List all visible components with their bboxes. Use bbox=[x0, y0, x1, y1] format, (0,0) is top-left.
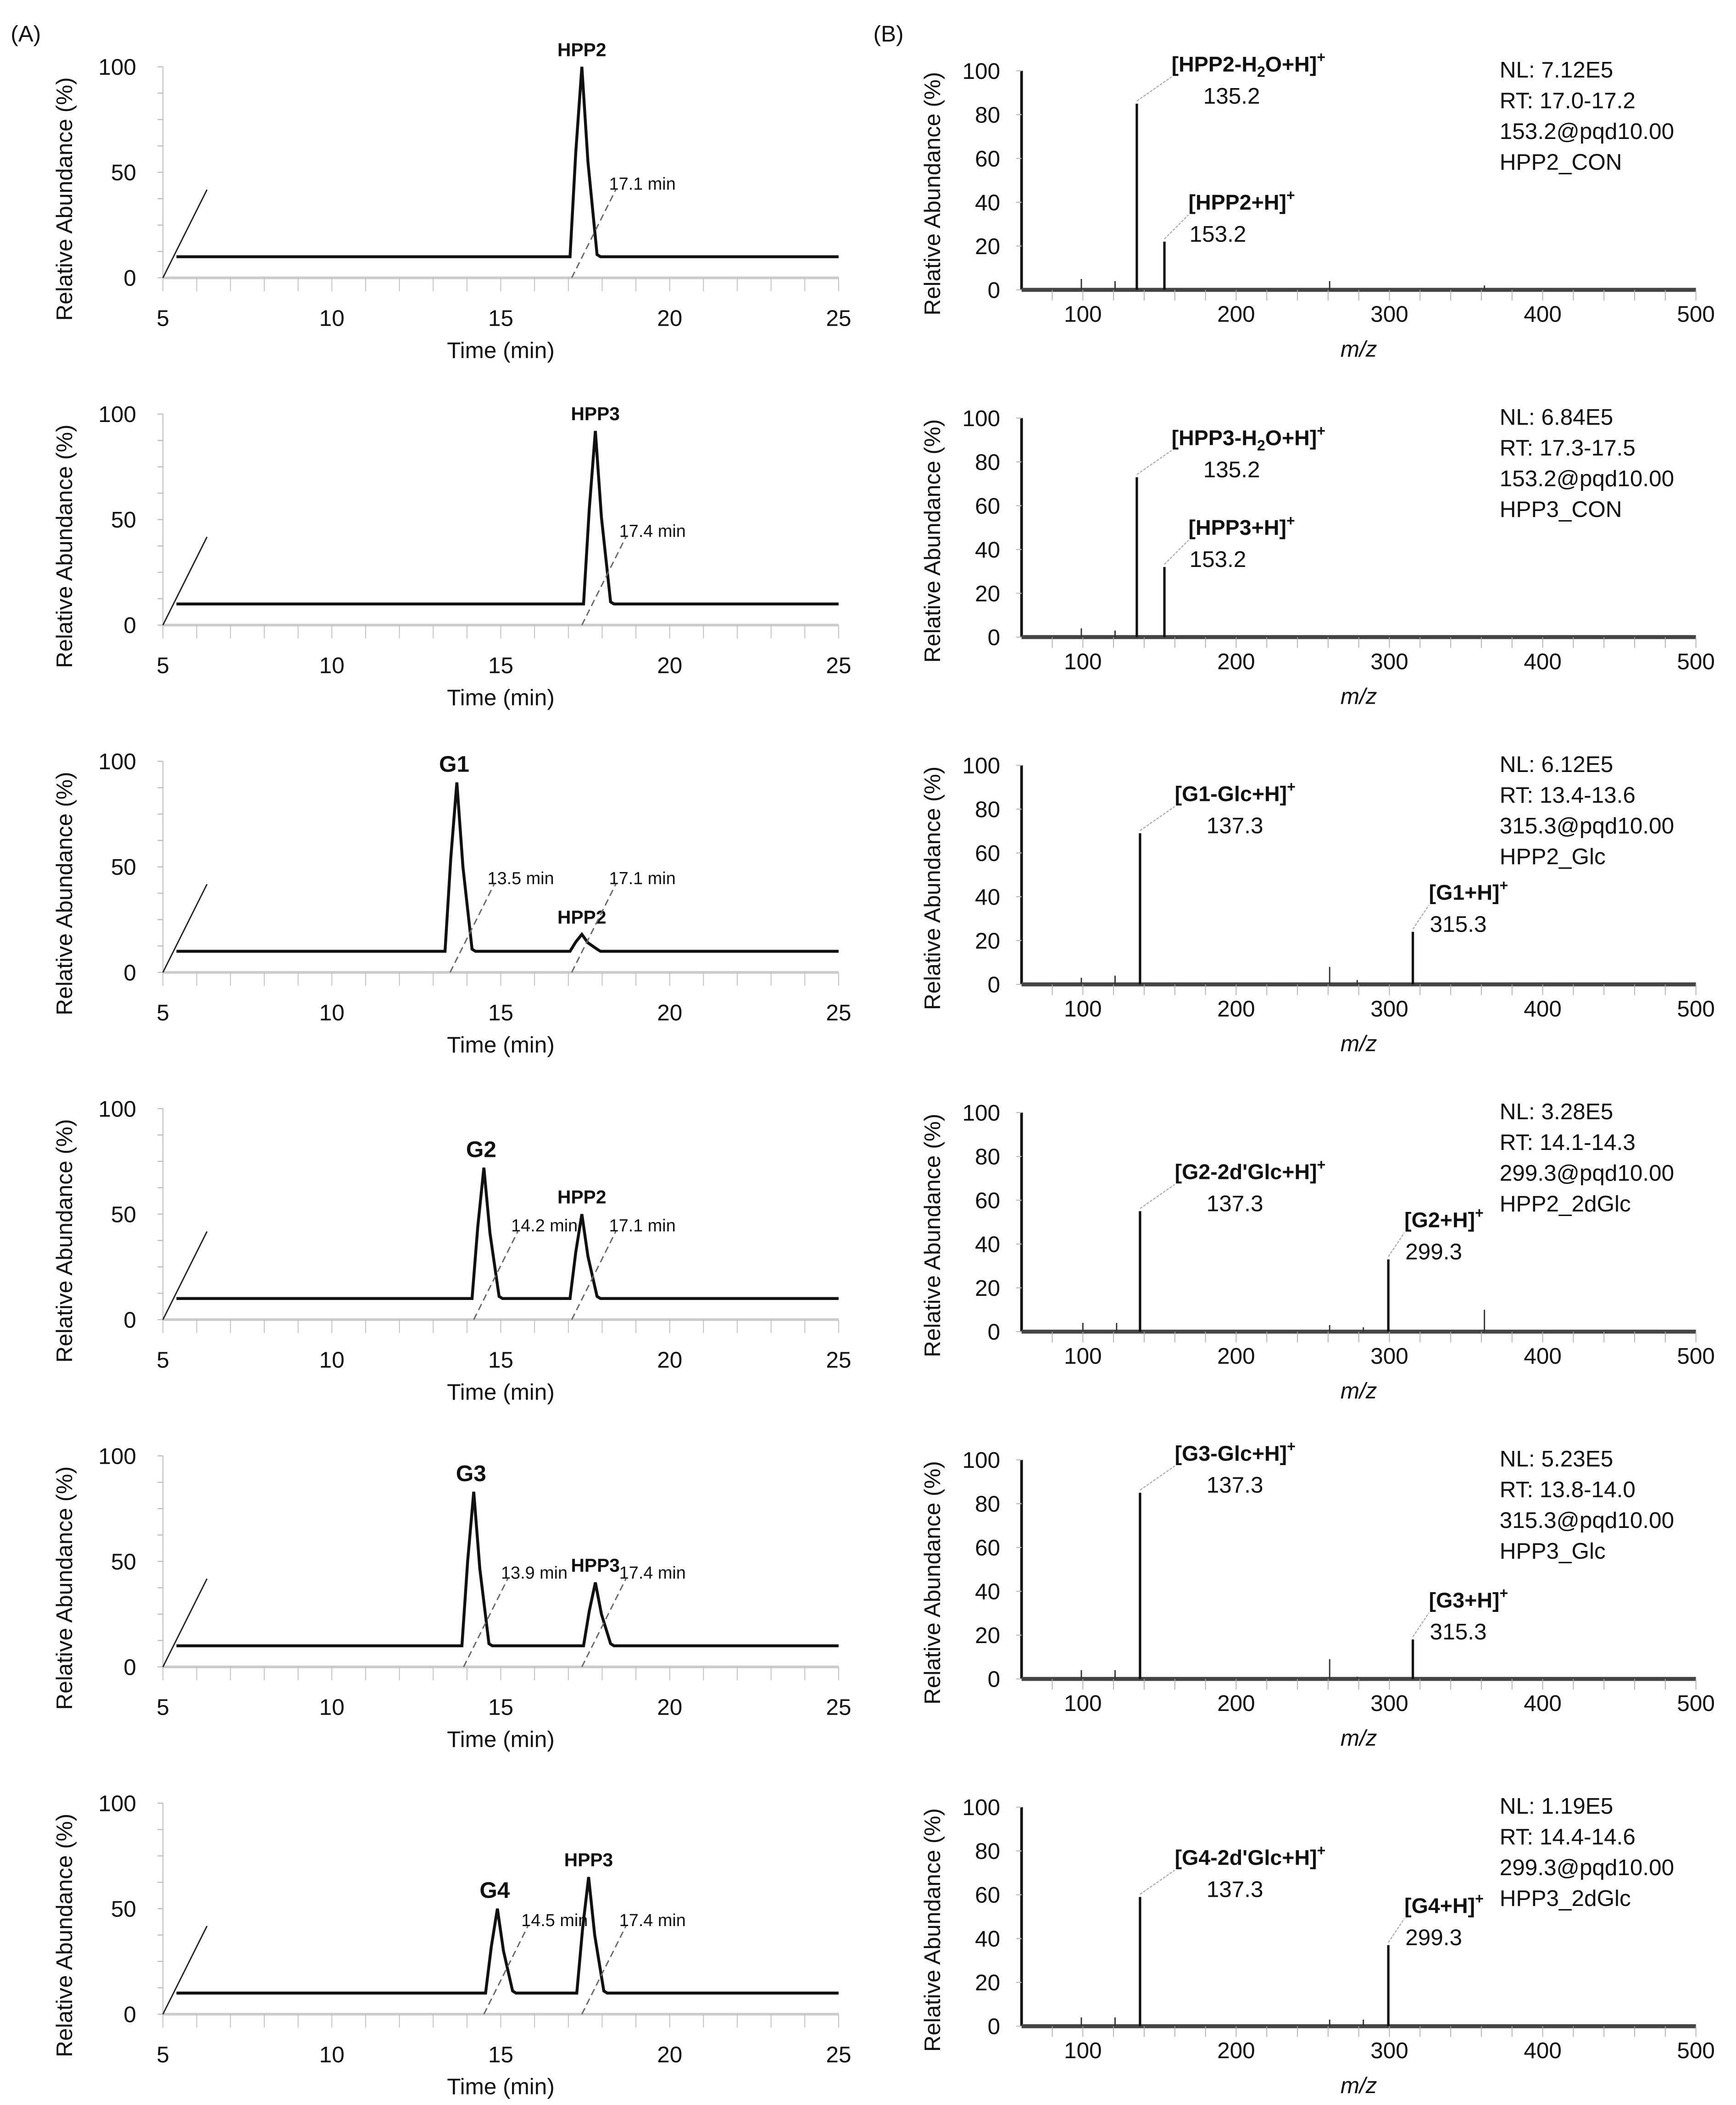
x-tick-label: 500 bbox=[1677, 996, 1715, 1022]
x-tick-label: 300 bbox=[1370, 996, 1408, 1022]
x-tick-label: 10 bbox=[319, 305, 345, 331]
y-tick-label: 0 bbox=[123, 613, 136, 639]
x-tick-label: 5 bbox=[156, 2042, 169, 2067]
x-tick-label: 100 bbox=[1064, 301, 1102, 327]
x-tick-label: 25 bbox=[826, 1694, 851, 1720]
scan-info-line: NL: 6.84E5 bbox=[1499, 404, 1614, 430]
scan-info-line: RT: 17.0-17.2 bbox=[1499, 88, 1636, 113]
y-tick-label: 80 bbox=[975, 1144, 1001, 1170]
scan-info-line: HPP2_2dGlc bbox=[1499, 1191, 1631, 1217]
retention-time-label: 17.4 min bbox=[619, 1911, 686, 1930]
y-axis-label: Relative Abundance (%) bbox=[920, 1808, 946, 2052]
y-tick-label: 20 bbox=[975, 1623, 1001, 1649]
peak-label: HPP3 bbox=[571, 1555, 620, 1576]
panel-label-a: (A) bbox=[11, 21, 41, 47]
y-axis-label: Relative Abundance (%) bbox=[52, 77, 78, 321]
scan-info-line: 315.3@pqd10.00 bbox=[1499, 813, 1675, 839]
ion-label: $[HPP2-H_2O+H]^+$ bbox=[1171, 49, 1326, 80]
chart-a-row-4 bbox=[52, 1096, 851, 1405]
scan-info-line: NL: 7.12E5 bbox=[1499, 57, 1614, 83]
y-axis-label: Relative Abundance (%) bbox=[920, 766, 946, 1010]
y-tick-label: 40 bbox=[975, 537, 1001, 563]
x-tick-label: 500 bbox=[1677, 649, 1715, 674]
retention-time-label: 14.5 min bbox=[521, 1911, 588, 1930]
retention-time-label: 17.1 min bbox=[609, 1216, 676, 1236]
y-tick-label: 0 bbox=[987, 2014, 1001, 2039]
scan-info-line: HPP2_Glc bbox=[1499, 844, 1606, 869]
scan-info-line: RT: 14.1-14.3 bbox=[1499, 1130, 1636, 1155]
ion-label: [G1+H]+ bbox=[1429, 877, 1508, 905]
x-tick-label: 400 bbox=[1524, 996, 1562, 1022]
y-tick-label: 0 bbox=[987, 972, 1001, 998]
scan-info-line: 299.3@pqd10.00 bbox=[1499, 1161, 1675, 1186]
retention-time-label: 17.1 min bbox=[609, 869, 676, 889]
x-tick-label: 5 bbox=[156, 305, 169, 331]
x-tick-label: 400 bbox=[1524, 1343, 1562, 1369]
y-tick-label: 60 bbox=[975, 1883, 1001, 1908]
y-tick-label: 80 bbox=[975, 102, 1001, 128]
x-tick-label: 400 bbox=[1524, 2038, 1562, 2064]
chart-a-row-1 bbox=[52, 39, 851, 363]
x-tick-label: 5 bbox=[156, 653, 169, 678]
x-tick-label: 10 bbox=[319, 653, 345, 678]
scan-info-line: RT: 14.4-14.6 bbox=[1499, 1824, 1636, 1850]
ion-mz-value: 315.3 bbox=[1430, 1619, 1487, 1645]
x-tick-label: 400 bbox=[1524, 649, 1562, 674]
x-tick-label: 15 bbox=[488, 1694, 514, 1720]
y-tick-label: 50 bbox=[111, 1896, 136, 1922]
retention-time-label: 13.9 min bbox=[501, 1563, 568, 1583]
y-tick-label: 0 bbox=[987, 1319, 1001, 1345]
x-tick-label: 300 bbox=[1370, 301, 1408, 327]
ion-label: [G1-Glc+H]+ bbox=[1174, 778, 1296, 806]
y-axis-label: Relative Abundance (%) bbox=[920, 1461, 946, 1705]
ion-label: $[HPP3-H_2O+H]^+$ bbox=[1171, 422, 1326, 454]
y-axis-label: Relative Abundance (%) bbox=[920, 419, 946, 663]
x-tick-label: 20 bbox=[657, 1347, 683, 1373]
y-tick-label: 60 bbox=[975, 1188, 1001, 1214]
chart-a-row-3 bbox=[52, 749, 851, 1057]
scan-info-line: HPP3_CON bbox=[1499, 496, 1622, 522]
y-tick-label: 20 bbox=[975, 928, 1001, 954]
y-tick-label: 20 bbox=[975, 233, 1001, 259]
y-axis-label: Relative Abundance (%) bbox=[920, 1113, 946, 1357]
x-axis-label: Time (min) bbox=[447, 1727, 555, 1752]
x-tick-label: 200 bbox=[1217, 301, 1255, 327]
y-axis-label: Relative Abundance (%) bbox=[52, 1813, 78, 2057]
chart-b-row-5 bbox=[920, 1438, 1715, 1751]
x-axis-label: m/z bbox=[1340, 2072, 1377, 2098]
x-tick-label: 20 bbox=[657, 1000, 683, 1026]
x-tick-label: 25 bbox=[826, 305, 851, 331]
x-tick-label: 20 bbox=[657, 653, 683, 678]
y-axis-label: Relative Abundance (%) bbox=[52, 1466, 78, 1710]
x-tick-label: 10 bbox=[319, 1347, 345, 1373]
y-tick-label: 80 bbox=[975, 1838, 1001, 1864]
y-tick-label: 60 bbox=[975, 1535, 1001, 1561]
chromatogram-trace bbox=[177, 431, 839, 604]
x-tick-label: 15 bbox=[488, 653, 514, 678]
chart-b-row-2 bbox=[920, 405, 1715, 709]
y-tick-label: 50 bbox=[111, 1202, 136, 1227]
x-tick-label: 15 bbox=[488, 1347, 514, 1373]
x-axis-label: m/z bbox=[1340, 1031, 1377, 1056]
ion-label: [G2-2d'Glc+H]+ bbox=[1174, 1156, 1326, 1184]
scan-info-line: NL: 5.23E5 bbox=[1499, 1446, 1614, 1472]
y-tick-label: 20 bbox=[975, 1276, 1001, 1301]
y-tick-label: 40 bbox=[975, 190, 1001, 216]
x-axis-label: Time (min) bbox=[447, 1379, 555, 1405]
y-tick-label: 100 bbox=[962, 753, 1001, 778]
ion-label: [G4-2d'Glc+H]+ bbox=[1174, 1842, 1326, 1870]
ion-mz-value: 299.3 bbox=[1405, 1239, 1463, 1265]
x-tick-label: 20 bbox=[657, 305, 683, 331]
x-axis-label: m/z bbox=[1340, 683, 1377, 709]
peak-label: HPP3 bbox=[564, 1849, 613, 1871]
x-tick-label: 5 bbox=[156, 1694, 169, 1720]
x-tick-label: 300 bbox=[1370, 1691, 1408, 1716]
y-tick-label: 100 bbox=[98, 1096, 136, 1122]
x-tick-label: 100 bbox=[1064, 649, 1102, 674]
x-tick-label: 200 bbox=[1217, 1691, 1255, 1716]
x-tick-label: 15 bbox=[488, 2042, 514, 2067]
ion-label: [HPP2+H]+ bbox=[1188, 187, 1295, 214]
y-tick-label: 40 bbox=[975, 1579, 1001, 1605]
x-axis-label: m/z bbox=[1340, 1378, 1377, 1404]
ion-label: [G2+H]+ bbox=[1404, 1205, 1484, 1232]
chart-b-row-1 bbox=[920, 49, 1715, 362]
peak-label: HPP3 bbox=[571, 403, 620, 425]
y-axis-label: Relative Abundance (%) bbox=[52, 772, 78, 1016]
ion-label: [G3+H]+ bbox=[1429, 1584, 1508, 1612]
scan-info-line: RT: 13.4-13.6 bbox=[1499, 782, 1636, 808]
y-tick-label: 0 bbox=[123, 2002, 136, 2027]
x-axis-label: Time (min) bbox=[447, 338, 555, 363]
y-tick-label: 50 bbox=[111, 507, 136, 533]
ion-label: [G3-Glc+H]+ bbox=[1174, 1438, 1296, 1466]
ion-mz-value: 153.2 bbox=[1189, 547, 1246, 572]
chart-b-row-4 bbox=[920, 1099, 1715, 1404]
x-tick-label: 25 bbox=[826, 653, 851, 678]
x-axis-label: Time (min) bbox=[447, 2074, 555, 2099]
x-tick-label: 300 bbox=[1370, 649, 1408, 674]
scan-info-line: 153.2@pqd10.00 bbox=[1499, 118, 1675, 144]
x-tick-label: 25 bbox=[826, 1000, 851, 1026]
y-tick-label: 50 bbox=[111, 1549, 136, 1575]
y-tick-label: 20 bbox=[975, 581, 1001, 606]
scan-info-line: NL: 3.28E5 bbox=[1499, 1099, 1614, 1125]
y-tick-label: 100 bbox=[962, 1100, 1001, 1126]
x-tick-label: 500 bbox=[1677, 1691, 1715, 1716]
x-tick-label: 25 bbox=[826, 1347, 851, 1373]
retention-time-label: 17.4 min bbox=[619, 1563, 686, 1583]
chart-b-row-6 bbox=[920, 1794, 1715, 2098]
y-tick-label: 0 bbox=[123, 1655, 136, 1680]
y-tick-label: 100 bbox=[98, 55, 136, 80]
y-tick-label: 80 bbox=[975, 1491, 1001, 1517]
peak-label: G3 bbox=[456, 1461, 486, 1486]
y-tick-label: 100 bbox=[98, 1791, 136, 1816]
x-tick-label: 400 bbox=[1524, 1691, 1562, 1716]
x-tick-label: 100 bbox=[1064, 1691, 1102, 1716]
y-tick-label: 80 bbox=[975, 797, 1001, 822]
x-tick-label: 100 bbox=[1064, 1343, 1102, 1369]
y-tick-label: 0 bbox=[123, 1307, 136, 1333]
chromatogram-trace bbox=[177, 1168, 839, 1299]
x-tick-label: 500 bbox=[1677, 2038, 1715, 2064]
ion-mz-value: 137.3 bbox=[1206, 1472, 1263, 1498]
panel-label-b: (B) bbox=[873, 21, 904, 47]
x-tick-label: 100 bbox=[1064, 2038, 1102, 2064]
x-axis-label: Time (min) bbox=[447, 1032, 555, 1058]
scan-info-line: RT: 17.3-17.5 bbox=[1499, 435, 1636, 461]
peak-label: G1 bbox=[439, 751, 469, 777]
y-axis-label: Relative Abundance (%) bbox=[920, 72, 946, 316]
chromatogram-trace bbox=[177, 783, 839, 951]
y-tick-label: 100 bbox=[962, 58, 1001, 84]
chart-a-row-5 bbox=[52, 1444, 851, 1752]
y-tick-label: 60 bbox=[975, 493, 1001, 519]
scan-info-line: HPP3_Glc bbox=[1499, 1538, 1606, 1564]
x-tick-label: 15 bbox=[488, 305, 514, 331]
ion-mz-value: 315.3 bbox=[1430, 911, 1487, 937]
x-tick-label: 300 bbox=[1370, 1343, 1408, 1369]
y-tick-label: 40 bbox=[975, 1926, 1001, 1952]
y-tick-label: 40 bbox=[975, 884, 1001, 910]
x-tick-label: 100 bbox=[1064, 996, 1102, 1022]
x-tick-label: 5 bbox=[156, 1347, 169, 1373]
scan-info-line: RT: 13.8-14.0 bbox=[1499, 1477, 1636, 1503]
peak-label: HPP2 bbox=[557, 906, 606, 928]
x-tick-label: 200 bbox=[1217, 996, 1255, 1022]
retention-time-label: 17.4 min bbox=[619, 522, 686, 541]
ion-label: [G4+H]+ bbox=[1404, 1890, 1484, 1918]
ion-mz-value: 135.2 bbox=[1203, 457, 1260, 483]
y-tick-label: 0 bbox=[123, 960, 136, 986]
x-tick-label: 200 bbox=[1217, 1343, 1255, 1369]
ion-mz-value: 137.3 bbox=[1206, 1877, 1263, 1902]
y-tick-label: 100 bbox=[98, 402, 136, 428]
x-tick-label: 10 bbox=[319, 1000, 345, 1026]
y-axis-label: Relative Abundance (%) bbox=[52, 424, 78, 668]
ion-mz-value: 299.3 bbox=[1405, 1925, 1463, 1950]
x-axis-label: Time (min) bbox=[447, 685, 555, 711]
y-tick-label: 0 bbox=[987, 278, 1001, 303]
y-tick-label: 0 bbox=[987, 1666, 1001, 1692]
x-tick-label: 20 bbox=[657, 2042, 683, 2067]
y-tick-label: 50 bbox=[111, 855, 136, 880]
scan-info-line: HPP2_CON bbox=[1499, 149, 1622, 175]
y-axis-label: Relative Abundance (%) bbox=[52, 1119, 78, 1363]
peak-label: HPP2 bbox=[557, 39, 606, 61]
y-tick-label: 40 bbox=[975, 1232, 1001, 1257]
peak-label: G4 bbox=[479, 1877, 510, 1903]
x-tick-label: 15 bbox=[488, 1000, 514, 1026]
ion-mz-value: 137.3 bbox=[1206, 813, 1263, 839]
x-axis-label: m/z bbox=[1340, 1725, 1377, 1751]
scan-info-line: HPP3_2dGlc bbox=[1499, 1886, 1631, 1911]
chart-b-row-3 bbox=[920, 752, 1715, 1056]
ion-mz-value: 153.2 bbox=[1189, 221, 1246, 247]
y-tick-label: 60 bbox=[975, 146, 1001, 172]
retention-time-label: 14.2 min bbox=[511, 1216, 578, 1236]
retention-time-label: 17.1 min bbox=[609, 174, 676, 194]
x-tick-label: 25 bbox=[826, 2042, 851, 2067]
y-tick-label: 20 bbox=[975, 1970, 1001, 1996]
scan-info-line: NL: 1.19E5 bbox=[1499, 1794, 1614, 1819]
chart-a-row-6 bbox=[52, 1791, 851, 2099]
x-tick-label: 500 bbox=[1677, 301, 1715, 327]
peak-label: G2 bbox=[466, 1137, 496, 1162]
scan-info-line: 153.2@pqd10.00 bbox=[1499, 466, 1675, 491]
x-tick-label: 400 bbox=[1524, 301, 1562, 327]
plots-container bbox=[52, 39, 1715, 2099]
x-tick-label: 200 bbox=[1217, 2038, 1255, 2064]
chart-a-row-2 bbox=[52, 402, 851, 710]
scan-info-line: 299.3@pqd10.00 bbox=[1499, 1855, 1675, 1881]
ion-label: [HPP3+H]+ bbox=[1188, 512, 1295, 540]
retention-time-label: 13.5 min bbox=[487, 869, 554, 889]
x-axis-label: m/z bbox=[1340, 336, 1377, 362]
x-tick-label: 10 bbox=[319, 1694, 345, 1720]
x-tick-label: 10 bbox=[319, 2042, 345, 2067]
y-tick-label: 0 bbox=[987, 625, 1001, 650]
ion-mz-value: 135.2 bbox=[1203, 83, 1260, 109]
y-tick-label: 100 bbox=[962, 1795, 1001, 1821]
scan-info-line: NL: 6.12E5 bbox=[1499, 752, 1614, 778]
y-tick-label: 100 bbox=[98, 749, 136, 775]
y-tick-label: 100 bbox=[962, 1448, 1001, 1473]
x-tick-label: 20 bbox=[657, 1694, 683, 1720]
peak-label: HPP2 bbox=[557, 1186, 606, 1208]
x-tick-label: 5 bbox=[156, 1000, 169, 1026]
scan-info-line: 315.3@pqd10.00 bbox=[1499, 1508, 1675, 1533]
ion-mz-value: 137.3 bbox=[1206, 1191, 1263, 1216]
y-tick-label: 50 bbox=[111, 160, 136, 186]
x-tick-label: 500 bbox=[1677, 1343, 1715, 1369]
y-tick-label: 80 bbox=[975, 450, 1001, 475]
x-tick-label: 300 bbox=[1370, 2038, 1408, 2064]
y-tick-label: 100 bbox=[962, 405, 1001, 431]
y-tick-label: 60 bbox=[975, 840, 1001, 866]
y-tick-label: 0 bbox=[123, 266, 136, 291]
chromatogram-trace bbox=[177, 67, 839, 257]
y-tick-label: 100 bbox=[98, 1444, 136, 1469]
x-tick-label: 200 bbox=[1217, 649, 1255, 674]
